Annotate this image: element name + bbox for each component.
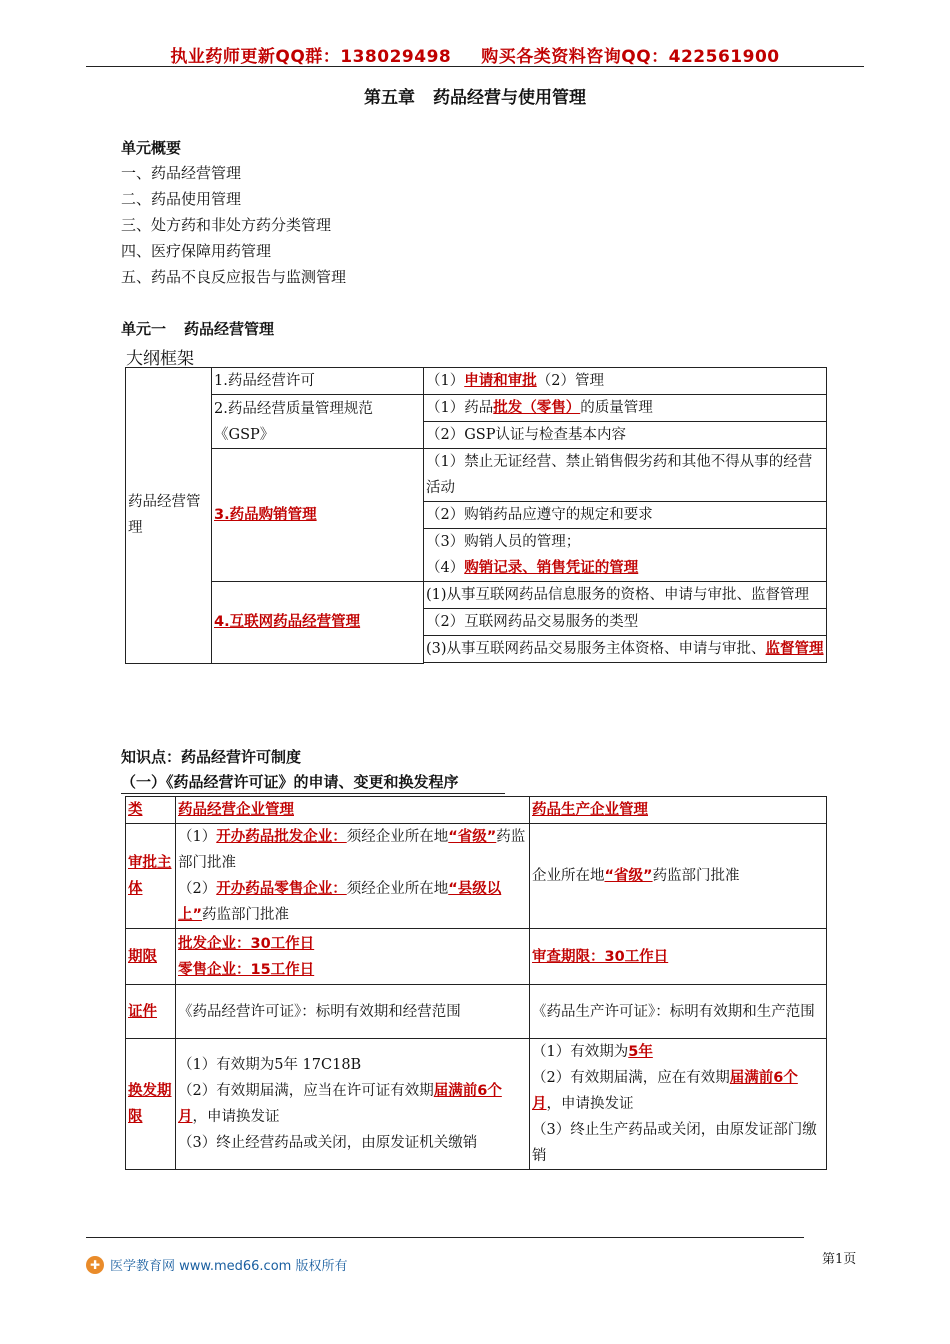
row-label (126, 824, 176, 929)
outline-highlight: 监督管理 (765, 641, 824, 657)
row-label-text: 审批主体 (128, 855, 172, 897)
outline-item: (1)从事互联网药品信息服务的资格、申请与审批、监督管理 (424, 582, 827, 609)
row-label-text: 证件 (128, 1003, 157, 1020)
table-cell (176, 929, 530, 985)
cell-text: （1） (178, 829, 217, 845)
col-header-category (126, 797, 176, 824)
overview-item: 三、处方药和非处方药分类管理 (121, 216, 332, 234)
cell-text: 药监部门批准 (652, 868, 740, 884)
outline-highlight: 申请和审批 (464, 373, 537, 389)
col-header-production-text: 药品生产企业管理 (532, 802, 648, 818)
row-label (126, 1039, 176, 1170)
footer-divider (86, 1237, 804, 1238)
outline-label: 大纲框架 (126, 349, 194, 369)
cell-text: 须经企业所在地 (346, 829, 449, 845)
outline-highlight: 批发（零售） (493, 400, 581, 416)
cell-text: （2）有效期届满，应当在许可证有效期 (178, 1083, 434, 1099)
cell-highlight: 批发企业：30工作日 (178, 935, 315, 952)
cell-highlight: 开办药品零售企业： (216, 881, 347, 897)
outline-root (126, 368, 212, 664)
table-cell (530, 824, 827, 929)
col-header-operation (176, 797, 530, 824)
row-label-text: 换发期限 (128, 1083, 172, 1125)
outline-item (424, 368, 827, 395)
overview-item: 五、药品不良反应报告与监测管理 (121, 268, 347, 286)
row-label-text: 期限 (128, 948, 157, 965)
cell-text: （2）有效期届满，应在有效期 (532, 1070, 730, 1086)
outline-item: （2）GSP认证与检查基本内容 (424, 422, 827, 449)
cell-text: （3）终止经营药品或关闭，由原发证机关缴销 (178, 1135, 478, 1151)
knowledge-subheading: （一）《药品经营许可证》的申请、变更和换发程序 (121, 773, 459, 791)
cell-text: （3）终止生产药品或关闭，由原发证部门缴销 (532, 1122, 817, 1164)
overview-item: 四、医疗保障用药管理 (121, 242, 272, 260)
overview-item: 一、药品经营管理 (121, 164, 242, 182)
outline-item (424, 395, 827, 422)
outline-topic-4 (212, 582, 424, 664)
cell-highlight: 届满前6个月 (532, 1070, 798, 1112)
outline-item: （2）购销药品应遵守的规定和要求 (424, 502, 827, 529)
outline-table (125, 367, 827, 664)
outline-item (424, 555, 827, 582)
license-table (125, 796, 827, 1170)
cell-text: 药监部门批准 (178, 829, 526, 871)
page-number: 第1页 (822, 1252, 857, 1267)
cell-highlight: 届满前6个月 (178, 1083, 502, 1125)
outline-item: （3）购销人员的管理； (424, 529, 827, 556)
outline-topic-3-text: 3.药品购销管理 (214, 507, 317, 523)
outline-prefix: (3)从事互联网药品交易服务主体资格、申请与审批、 (426, 641, 766, 657)
cell-text: 药监部门批准 (202, 907, 290, 923)
outline-topic-1: 1.药品经营许可 (212, 368, 424, 395)
outline-topic-2: 2.药品经营质量管理规范《GSP》 (212, 395, 424, 449)
outline-item: （2）互联网药品交易服务的类型 (424, 609, 827, 636)
cell-text: （1）有效期为5年 17C18B (178, 1057, 362, 1073)
chapter-title (0, 83, 950, 108)
outline-root-text: 药品经营管理 (128, 494, 201, 537)
logo-icon: ✚ (86, 1256, 104, 1274)
cell-text: 须经企业所在地 (346, 881, 449, 897)
table-cell (530, 929, 827, 985)
outline-prefix: （1）药品 (426, 400, 494, 416)
cell-text: （2） (178, 881, 217, 897)
unit1-name: 药品经营管理 (184, 320, 275, 338)
cell-highlight: “省级” (448, 829, 497, 845)
outline-item: （1）禁止无证经营、禁止销售假劣药和其他不得从事的经营活动 (424, 449, 827, 502)
table-cell (176, 824, 530, 929)
table-cell: 《药品经营许可证》：标明有效期和经营范围 (176, 985, 530, 1039)
cell-highlight: 审查期限：30工作日 (532, 948, 669, 965)
header-divider (86, 66, 864, 67)
outline-topic-3 (212, 449, 424, 582)
outline-suffix: （2）管理 (536, 373, 604, 389)
cell-highlight: “县级以上” (178, 881, 502, 923)
cell-text: （1）有效期为 (532, 1044, 629, 1060)
table-cell (530, 1039, 827, 1170)
col-header-production (530, 797, 827, 824)
outline-highlight: 购销记录、销售凭证的管理 (464, 560, 639, 576)
cell-text: ，申请换发证 (546, 1096, 634, 1112)
header-qq-contact: 购买各类资料咨询QQ：422561900 (481, 47, 780, 67)
page-header (0, 42, 950, 67)
outline-prefix: （4） (426, 560, 465, 576)
knowledge-point: 知识点：药品经营许可制度 (121, 748, 302, 766)
outline-topic-4-text: 4.互联网药品经营管理 (214, 614, 361, 631)
unit1-heading (121, 318, 274, 339)
cell-highlight: 开办药品批发企业： (216, 829, 347, 845)
chapter-number: 第五章 (364, 88, 415, 108)
footer-brand (86, 1255, 347, 1274)
header-qq-group: 执业药师更新QQ群：138029498 (170, 47, 452, 67)
outline-suffix: 的质量管理 (580, 400, 653, 416)
cell-text: ，申请换发证 (192, 1109, 280, 1125)
row-label (126, 985, 176, 1039)
outline-item (424, 636, 827, 663)
cell-text: 企业所在地 (532, 868, 605, 884)
col-header-category-text: 类 (128, 802, 143, 818)
overview-heading: 单元概要 (121, 139, 182, 157)
table-cell (176, 1039, 530, 1170)
col-header-operation-text: 药品经营企业管理 (178, 802, 294, 818)
subheading-underline (121, 793, 505, 794)
cell-highlight: “省级” (604, 868, 653, 884)
unit1-number: 单元一 (121, 320, 167, 338)
outline-prefix: （1） (426, 373, 465, 389)
cell-highlight: 零售企业：15工作日 (178, 961, 315, 978)
cell-highlight: 5年 (628, 1044, 653, 1060)
footer-brand-text: 医学教育网 www.med66.com 版权所有 (110, 1259, 348, 1274)
table-cell: 《药品生产许可证》：标明有效期和生产范围 (530, 985, 827, 1039)
chapter-name: 药品经营与使用管理 (433, 88, 586, 108)
overview-item: 二、药品使用管理 (121, 190, 242, 208)
row-label (126, 929, 176, 985)
